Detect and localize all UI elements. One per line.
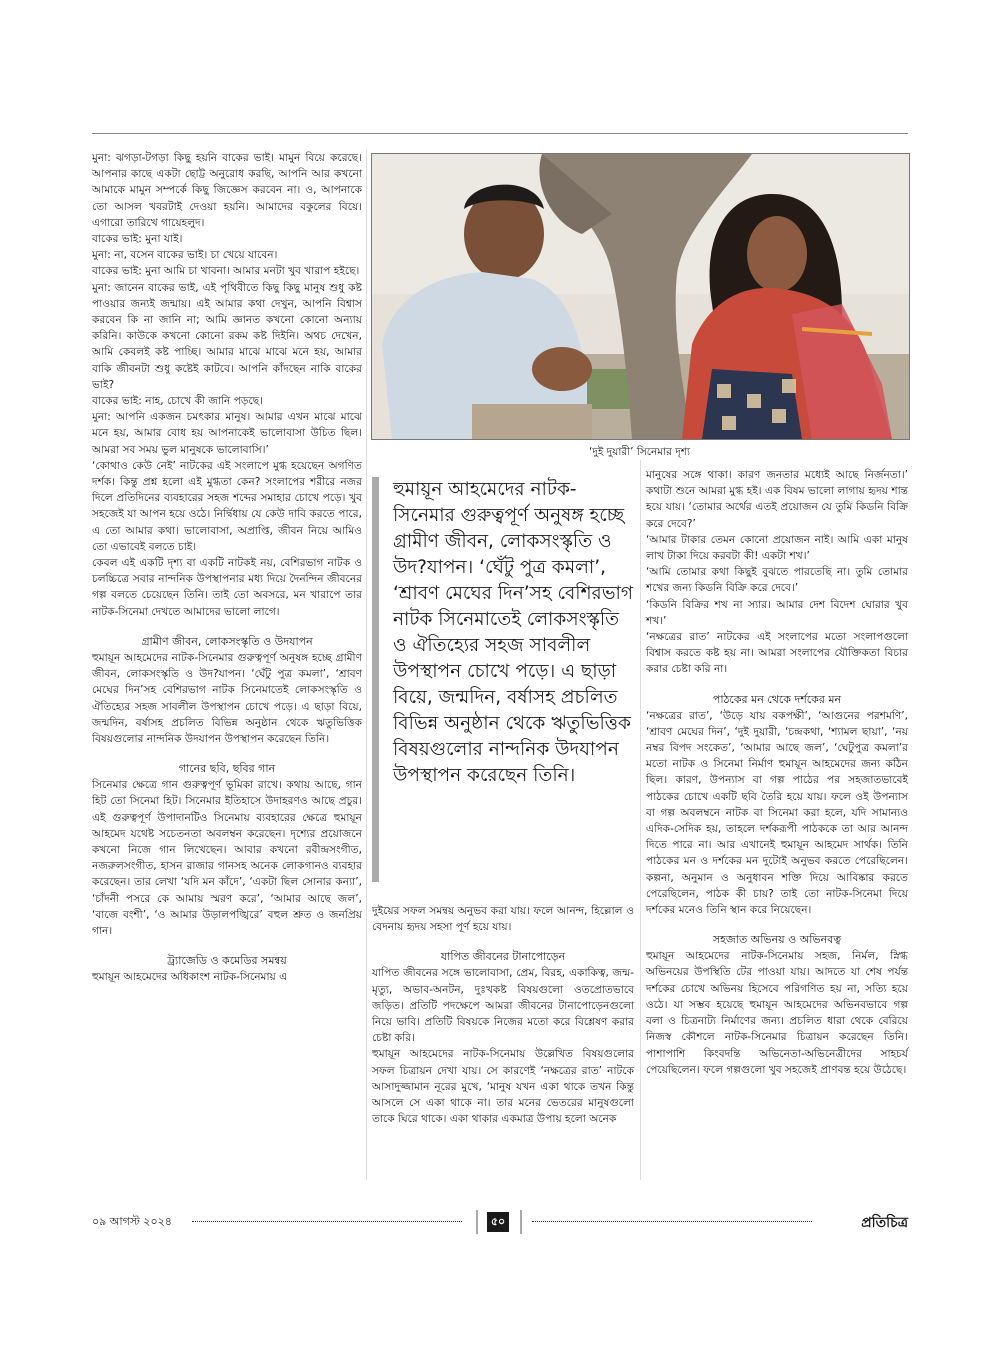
body-paragraph: মানুষের সঙ্গে থাকা। কারণ জনতার মধ্যেই আছে নির্জনতা।’ কথাটা শুনে আমরা মুগ্ধ হই। এক বিষম ভালো লাগায় হৃদয় শান্ত হয়ে যায়। ‘তোমার অর্থের এতই প্রয়োজন যে তুমি কিডনি বিক্রি করে দেবে?’ — [646, 469, 908, 530]
issue-date: ০৯ আগস্ট ২০২৪ — [92, 1215, 172, 1228]
column-divider — [640, 460, 641, 1180]
page-number: ৫০ — [487, 1212, 509, 1232]
footer-bar — [476, 1210, 478, 1234]
section-heading: গানের ছবি, ছবির গান — [178, 762, 276, 776]
middle-column — [372, 903, 634, 1127]
body-paragraph: ‘নক্ষত্রের রাত’ নাটকের এই সংলাপের মতো সংলাপগুলো বিশ্বাস করতে কষ্ট হয় না। আমরা সংলাপের যৌক্তিকতা বিচার করার চেষ্টা করি না। — [646, 631, 908, 676]
magazine-brand: প্রতিচিত্র — [861, 1215, 908, 1231]
dialogue-paragraph: ‘আমার টাকার তেমন কোনো প্রয়োজন নাই। আমি একা মানুষ লাখ টাকা দিয়ে করবটা কী! একটা শখ।’ — [646, 533, 908, 563]
footer-bar — [520, 1210, 522, 1234]
dialogue-paragraph: ‘কিডনি বিক্রির শখ না স্যার। আমার দেশ বিদেশ ঘোরার খুব শখ।’ — [646, 598, 908, 627]
section-heading: গ্রামীণ জীবন, লোকসংস্কৃতি ও উদযাপন — [141, 634, 313, 648]
right-column — [646, 467, 908, 1078]
photo-caption: ‘দুই দুয়ারী’ সিনেমার দৃশ্য — [588, 446, 691, 458]
body-paragraph: কেবল এই একটি দৃশ্য বা একটি নাটকই নয়, বেশিরভাগ নাটক ও চলচ্চিত্রে সবার নান্দনিক উপস্থাপনার মধ্য দিয়ে দৈনন্দিন জীবনের গল্প বলতে চেয়েছেন তিনি। তাই তো অবসরে, মন খারাপে তার নাটক-সিনেমা দেখতে আমাদের ভালো লাগে। — [92, 557, 362, 618]
body-paragraph: হুমায়ূন আহমেদের অধিকাংশ নাটক-সিনেমায় এ — [92, 971, 288, 984]
section-heading: ট্র্যাজেডি ও কমেডির সমন্বয় — [167, 954, 287, 968]
body-paragraph: হুমায়ূন আহমেদের নাটক-সিনেমায় উল্লেখিত বিষয়গুলোর সফল চিত্রায়ন দেখা যায়। সে কারণেই ‘নক্ষত্রের রাত’ নাটকে আসাদুজ্জামান নূরের মুখে, ‘মানুষ যখন একা থাকে তখন কিন্তু আসলে সে একা থাকে না। তার মনের ভেতরের মানুষগুলো তাকে ঘিরে থাকে। একা থাকার একমাত্র উপায় হলো অনেক — [372, 1048, 634, 1126]
section-heading: পাঠকের মন থেকে দর্শকের মন — [712, 692, 842, 706]
body-paragraph: ‘কোথাও কেউ নেই’ নাটকের এই সংলাপে মুগ্ধ হয়েছেন অগণিত দর্শক। কিন্তু প্রশ্ন হলো এই মুগ্ধতা কেন? সংলাপের শরীরে নজর দিলে প্রতিদিনের ব্যবহারের সহজ শব্দের সমাহার চোখে পড়ে। খুব সহজেই যা আপন হয়ে ওঠে। নির্দ্বিধায় যে কেউ দাবি করতে পারে, এ তো আমার কথা। ভালোবাসা, অপ্রাপ্তি, জীবন নিয়ে আমিও তো এভাবেই বলতে চাই। — [92, 459, 362, 553]
body-paragraph: হুমায়ূন আহমেদের নাটক-সিনেমার গুরুত্বপূর্ণ অনুষঙ্গ হচ্ছে গ্রামীণ জীবন, লোকসংস্কৃতি ও উদ?যাপন। ‘ঘেঁটু পুত্র কমলা’, ‘শ্রাবণ মেঘের দিন’সহ বেশিরভাগ নাটক সিনেমাতেই লোকসংস্কৃতি ও ঐতিহ্যের সহজ সাবলীল উপস্থাপন চোখে পড়ে। এ ছাড়া বিয়ে, জন্মদিন, বর্ষাসহ প্রচলিত বিভিন্ন অনুষ্ঠান থেকে ঋতুভিত্তিক বিষয়গুলোর নান্দনিক উদযাপন উপস্থাপন করেছেন তিনি। — [92, 651, 362, 745]
body-paragraph: দুইয়ের সফল সমন্বয় অনুভব করা যায়। ফলে আনন্দ, হিল্লোল ও বেদনায় হৃদয় সহসা পূর্ণ হয়ে যায়। — [372, 905, 634, 934]
section-heading: যাপিত জীবনের টানাপোড়েন — [440, 950, 566, 964]
section-heading: সহজাত অভিনয় ও অভিনবত্ব — [712, 933, 842, 947]
body-paragraph: সিনেমার ক্ষেত্রে গান গুরুত্বপূর্ণ ভূমিকা রাখে। কথায় আছে, গান হিট তো সিনেমা হিট। সিনেমার ইতিহাসে উদাহরণও আছে প্রচুর। এই গুরুত্বপূর্ণ উপাদানটিও সিনেমায় ব্যবহারের ক্ষেত্রে হুমায়ূন আহমেদ যথেষ্ট সচেতনতা অবলম্বন করেছেন। দৃশ্যের প্রয়োজনে কখনো নিজে গান লিখেছেন। আবার কখনো রবীন্দ্রসংগীত, নজরুলসংগীত, হাসন রাজার গানসহ অনেক লোকগানও ব্যবহার করেছেন। তার লেখা ‘যদি মন কাঁদে’, ‘একটা ছিল সোনার কন্যা’, ‘চাঁদনী পসরে কে আমায় স্মরণ করে’, ‘আমার আছে জল’, ‘বাজে বংশী’, ‘ও আমার উড়ালপঙ্খিরে’ বহুল শ্রুত ও জনপ্রিয় গান। — [92, 779, 362, 937]
dialogue-paragraph: মুনা: ঝগড়া-টগড়া কিছু হয়নি বাকের ভাই। মামুন বিয়ে করেছে। আপনার কাছে একটা ছোট্ট অনুরোধ করছি, আপনি আর কখনো আমাকে মামুন সম্পর্কে কিছু জিজ্ঞেস করবেন না। ও, আপনাকে তো আসল খবরটাই দেওয়া হয়নি। আমাদের বকুলের বিয়ে। এগারো তারিখে গায়েহলুদ। — [92, 152, 362, 229]
film-still-photo — [371, 153, 910, 440]
body-paragraph: যাপিত জীবনের সঙ্গে ভালোবাসা, প্রেম, বিরহ, একাকিত্ব, জন্ম-মৃত্যু, অভাব-অনটন, দুঃখকষ্ট বিষয়গুলো ওতপ্রোতভাবে জড়িত। প্রতিটি পদক্ষেপে আমরা জীবনের টানাপোড়েনগুলো নিয়ে ভাবি। প্রতিটি বিষয়কে নিজের মতো করে বিশ্লেষণ করার চেষ্টা করি। — [372, 967, 634, 1045]
body-paragraph: হুমায়ূন আহমেদের নাটক-সিনেমায় সহজ, নির্মল, স্নিগ্ধ অভিনয়ের উপস্থিতি টের পাওয়া যায়। আদতে যা শেষ পর্যন্ত দর্শকের চোখে অভিনয় হিসেবে পরিগণিত হয় না, সত্যি হয়ে ওঠে। যা সম্ভব হয়েছে হুমায়ূন আহমেদের অভিনবভাবে গল্প বলা ও চিত্রনাট্য নির্মাণের জন্য। প্রচলিত ধারা থেকে বেরিয়ে নিজস্ব কৌশলে নাটক-সিনেমার চিত্রায়ন করেছেন তিনি। পাশাপাশি কিংবদন্তি অভিনেতা-অভিনেত্রীদের সাহচর্য পেয়েছিলেন। ফলে গল্পগুলো খুব সহজেই প্রাণবন্ত হয়ে উঠেছে। — [646, 950, 908, 1076]
dialogue-paragraph: ‘আমি তোমার কথা কিছুই বুঝতে পারতেছি না। তুমি তোমার শখের জন্য কিডনি বিক্রি করে দেবে।’ — [646, 566, 908, 595]
column-divider — [366, 150, 367, 1180]
dotted-leader — [192, 1221, 462, 1222]
dotted-leader — [532, 1221, 812, 1222]
dialogue-paragraph: বাকের ভাই: মুনা যাই। — [92, 233, 183, 246]
body-paragraph: ‘নক্ষত্রের রাত’, ‘উড়ে যায় বকপক্ষী’, ‘আগুনের পরশমণি’, ‘শ্রাবণ মেঘের দিন’, ‘দুই দুয়ারী, ‘চন্দ্রকথা, ‘শ্যামল ছায়া’, ‘নয় নম্বর বিপদ সংকেত’, ‘আমার আছে জল’, ‘ঘেটুপুত্র কমলা’র মতো নাটক ও সিনেমা নির্মাণ হুমায়ূন আহমেদের জন্য কঠিন ছিল। কারণ, উপন্যাস বা গল্প পাঠের পর সহজাতভাবেই পাঠকের চোখে একটি ছবি তৈরি হয়ে যায়। ফলে ওই উপন্যাস বা গল্প অবলম্বনে নাটক বা সিনেমা করা হলে, যদি সামান্যও এদিক-সেদিক হয়, তাহলে দর্শকরূপী পাঠককে তা আর আনন্দ দিতে পারে না। আর এখানেই হুমায়ূন আহমেদ সার্থক। তিনি পাঠকের মন ও দর্শকের মন দুটোই অনুভব করতে পেরেছিলেন। কল্পনা, অনুমান ও অনুধাবন শক্তি দিয়ে আবিষ্কার করতে পেরেছিলেন, পাঠক কী চায়? তাই তো নাটক-সিনেমা দিয়ে দর্শকের মনেও তিনি স্থান করে নিয়েছেন। — [646, 709, 908, 917]
pull-quote: হুমায়ূন আহমেদের নাটক-সিনেমার গুরুত্বপূর্ণ অনুষঙ্গ হচ্ছে গ্রামীণ জীবন, লোকসংস্কৃতি ও উদ?যাপন। ‘ঘেঁটু পুত্র কমলা’, ‘শ্রাবণ মেঘের দিন’সহ বেশিরভাগ নাটক সিনেমাতেই লোকসংস্কৃতি ও ঐতিহ্যের সহজ সাবলীল উপস্থাপন চোখে পড়ে। এ ছাড়া বিয়ে, জন্মদিন, বর্ষাসহ প্রচলিত বিভিন্ন অনুষ্ঠান থেকে ঋতুভিত্তিক বিষয়গুলোর নান্দনিক উদযাপন উপস্থাপন করেছেন তিনি। — [372, 477, 634, 882]
dialogue-paragraph: মুনা: জানেন বাকের ভাই, এই পৃথিবীতে কিছু কিছু মানুষ শুধু কষ্ট পাওয়ার জন্যই জন্মায়। এই আমার কথা দেখুন, আপনি বিশ্বাস করবেন কি না জানি না; আমি জ্ঞানত কখনো কোনো অন্যায় করিনি। কাউকে কখনো কোনো রকম কষ্ট দিইনি। অথচ দেখেন, আমি কেবলই কষ্ট পাচ্ছি। আমার মাঝে মাঝে মনে হয়, আমার বাকি জীবনটা শুধু কষ্টেই কাটবে। আপনি কাঁদছেন নাকি বাকের ভাই? — [92, 281, 362, 391]
page-footer — [92, 1210, 908, 1234]
dialogue-paragraph: মুনা: না, বসেন বাকের ভাই। চা খেয়ে যাবেন। — [92, 249, 278, 262]
dialogue-paragraph: বাকের ভাই: নাহ, চোখে কী জানি পড়ছে। — [92, 395, 263, 408]
dialogue-paragraph: মুনা: আপনি একজন চমৎকার মানুষ। আমার এখন মাঝে মাঝে মনে হয়, আমার বোধ হয় আপনাকেই ভালোবাসা উচিত ছিল। আমরা সব সময় ভুল মানুষকে ভালোবাসি।’ — [92, 411, 362, 456]
top-rule — [92, 133, 908, 134]
dialogue-paragraph: বাকের ভাই: মুনা আমি চা খাবনা। আমার মনটা খুব খারাপ হইছে। — [92, 265, 360, 278]
left-column — [92, 150, 362, 985]
